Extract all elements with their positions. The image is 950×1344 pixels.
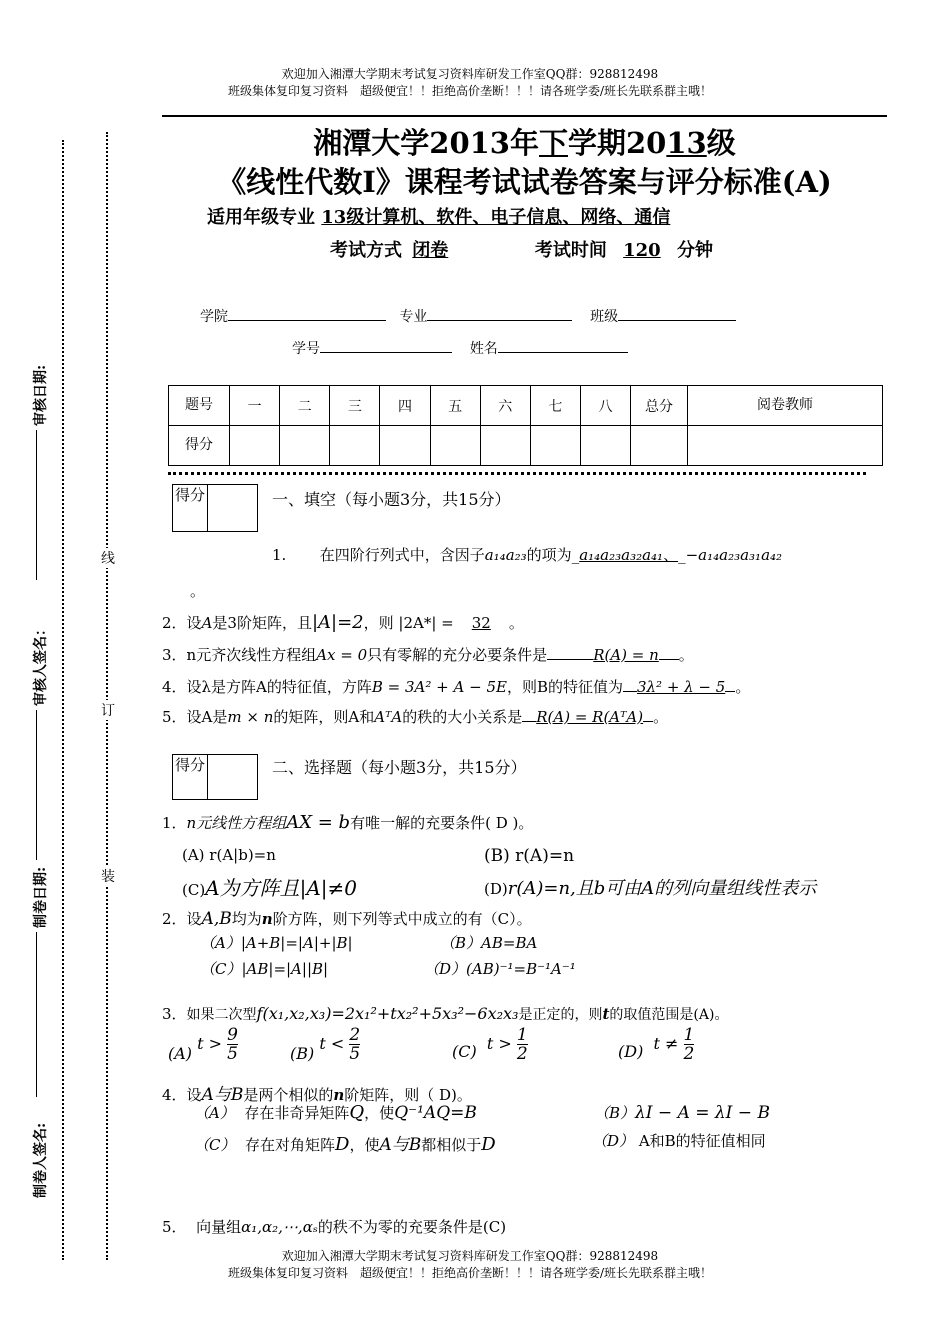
score-box-input[interactable] (208, 755, 257, 799)
score-cell[interactable] (230, 426, 280, 466)
binding-ding: 订 (101, 700, 115, 720)
college-field[interactable] (228, 320, 386, 321)
s2-q2: 2．设A,B均为n阶方阵，则下列等式中成立的有（C）。 (162, 909, 532, 929)
exam-mode-line: 考试方式 闭卷 考试时间 120 分钟 (330, 240, 713, 261)
s1-q3: 3．n元齐次线性方程组Ax = 0只有零解的充分必要条件是 R(A) = n 。 (162, 646, 694, 664)
s2-q1-option-a: (A) r(A|b)=n (182, 846, 276, 864)
s2-q4-option-a: （A） 存在非奇异矩阵Q，使Q⁻¹AQ=B (194, 1102, 477, 1123)
score-table (168, 385, 883, 466)
make-date-label: 制卷日期: (33, 866, 49, 928)
score-cell[interactable] (631, 426, 688, 466)
score-col-8: 八 (580, 386, 630, 426)
score-col-1: 一 (230, 386, 280, 426)
s1-q5: 5．设A是m × n的矩阵，则A和AᵀA的秩的大小关系是 R(A) = R(AᵀA) 。 (162, 708, 669, 726)
score-col-grader: 阅卷教师 (688, 386, 883, 426)
s1-q1-end: 。 (190, 582, 206, 600)
s2-q3-option-c: (C) t > $\frac{1}{2}$ (452, 1025, 528, 1064)
score-cell[interactable] (688, 426, 883, 466)
section1-score-box (172, 484, 258, 532)
s2-q2-option-b: （B）AB=BA (440, 934, 538, 952)
s2-q5: 5． 向量组α₁,α₂,⋯,αₛ的秩不为零的充要条件是(C) (162, 1218, 507, 1236)
dotted-separator (168, 472, 866, 475)
binding-xian: 线 (101, 548, 115, 568)
binding-dotted-line-outer (62, 140, 64, 1260)
section2-heading: 二、选择题（每小题3分，共15分） (272, 758, 527, 777)
score-cell[interactable] (430, 426, 480, 466)
score-cell[interactable] (480, 426, 530, 466)
s2-q2-option-a: （A）|A+B|=|A|+|B| (200, 934, 353, 952)
score-cell[interactable] (380, 426, 430, 466)
major-line: 适用年级专业 13级计算机、软件、电子信息、网络、通信 (207, 207, 671, 228)
s2-q2-option-c: （C）|AB|=|A||B| (200, 960, 329, 978)
footer-line1: 欢迎加入湘潭大学期末考试复习资料库研发工作室QQ群：928812498 (281, 1249, 659, 1263)
page-subtitle: 《线性代数Ⅰ》课程考试试卷答案与评分标准(A) (217, 165, 832, 199)
s1-q4: 4．设λ是方阵A的特征值，方阵B = 3A² + A − 5E，则B的特征值为 3λ² + λ − 5 。 (162, 678, 751, 696)
section2-score-box (172, 754, 258, 800)
s2-q4-option-d: （D） A和B的特征值相同 (592, 1132, 766, 1150)
binding-dotted-line-inner (106, 132, 108, 1260)
s2-q1-option-d: (D)r(A)=n,且b可由A的列向量组线性表示 (484, 878, 817, 899)
class-field[interactable] (618, 320, 736, 321)
score-col-3: 三 (330, 386, 380, 426)
student-info-row2: 学号 姓名 (292, 338, 628, 358)
header-line2: 班级集体复印复习资料 超级便宜！！拒绝高价垄断！！！请各班学委/班长先联系群主哦！ (227, 84, 713, 98)
header-ad (160, 66, 780, 100)
section1-heading: 一、填空（每小题3分，共15分） (272, 490, 511, 509)
s2-q4-option-b: （B）λI − A = λI − B (594, 1103, 770, 1123)
s1-q1: 1. 在四阶行列式中，含因子a₁₄a₂₃的项为_a₁₄a₂₃a₃₂a₄₁、_−a₁₄a₂₃a₃₁a₄₂ (272, 546, 783, 564)
score-cell[interactable] (530, 426, 580, 466)
student-id-field[interactable] (320, 352, 452, 353)
score-col-total: 总分 (631, 386, 688, 426)
student-info-row1: 学院 专业 班级 (200, 306, 736, 326)
review-date-label: 审核日期: (33, 364, 49, 426)
score-col-4: 四 (380, 386, 430, 426)
s1-q2: 2．设A是3阶矩阵，且|A|=2，则 |2A*| = 32 。 (162, 612, 524, 633)
score-col-5: 五 (430, 386, 480, 426)
score-cell[interactable] (330, 426, 380, 466)
header-line1: 欢迎加入湘潭大学期末考试复习资料库研发工作室QQ群：928812498 (281, 67, 659, 81)
s2-q2-option-d: （D）(AB)⁻¹=B⁻¹A⁻¹ (424, 960, 576, 978)
s2-q1-option-b: (B) r(A)=n (484, 846, 575, 866)
s2-q3-option-a: (A) t > $\frac{9}{5}$ (168, 1025, 238, 1064)
score-box-label: 得分 (173, 485, 208, 531)
score-table-row-label: 得分 (169, 426, 230, 466)
score-table-header-label: 题号 (169, 386, 230, 426)
header-rule (162, 115, 887, 117)
score-col-2: 二 (280, 386, 330, 426)
score-col-7: 七 (530, 386, 580, 426)
reviewer-label: 审核人签名： (33, 622, 49, 706)
score-cell[interactable] (280, 426, 330, 466)
make-date-line (36, 932, 38, 1097)
s2-q3-option-d: (D) t ≠ $\frac{1}{2}$ (618, 1025, 695, 1064)
reviewer-line (36, 710, 38, 860)
score-box-label: 得分 (173, 755, 208, 799)
maker-label: 制卷人签名: (33, 1122, 49, 1198)
score-box-input[interactable] (208, 485, 257, 531)
score-col-6: 六 (480, 386, 530, 426)
s2-q4-option-c: （C） 存在对角矩阵D，使A与B都相似于D (194, 1134, 496, 1155)
footer-line2: 班级集体复印复习资料 超级便宜！！拒绝高价垄断！！！请各班学委/班长先联系群主哦！ (227, 1266, 713, 1280)
score-cell[interactable] (580, 426, 630, 466)
review-date-line (36, 430, 38, 580)
s2-q3: 3．如果二次型f(x₁,x₂,x₃)=2x₁²+tx₂²+5x₃²−6x₂x₃是正定的，则t的取值范围是(A)。 (162, 1004, 729, 1023)
name-field[interactable] (498, 352, 628, 353)
s2-q3-option-b: (B) t < $\frac{2}{5}$ (290, 1025, 361, 1064)
s2-q4: 4．设A与B是两个相似的n阶矩阵，则（ D)。 (162, 1085, 472, 1105)
footer-ad (160, 1248, 780, 1282)
major-field[interactable] (427, 320, 572, 321)
binding-zhuang: 装 (101, 866, 115, 886)
s2-q1: 1．n元线性方程组AX = b有唯一解的充要条件( D )。 (162, 812, 534, 833)
page-title: 湘潭大学2013年下学期2013级 (313, 126, 736, 160)
s2-q1-option-c: (C)A为方阵且|A|≠0 (182, 876, 358, 900)
